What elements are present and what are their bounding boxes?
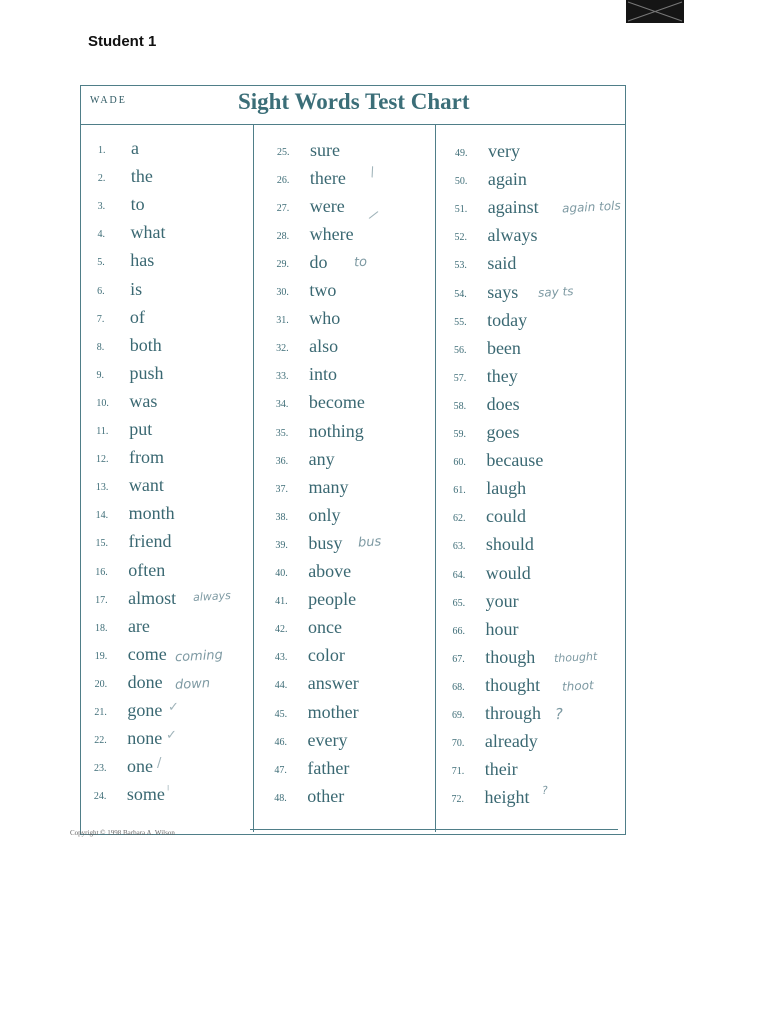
- word-row: [276, 392, 456, 416]
- word-row: [452, 759, 632, 783]
- sight-word: who: [309, 308, 341, 329]
- sight-word: should: [485, 534, 534, 555]
- sight-word: do: [309, 251, 328, 272]
- word-number: 72.: [451, 794, 465, 806]
- word-number: 36.: [275, 455, 289, 467]
- word-number: 26.: [276, 174, 290, 186]
- sight-word: both: [129, 334, 162, 355]
- word-row: [275, 673, 455, 697]
- word-row: [453, 591, 633, 615]
- word-number: 62.: [453, 513, 466, 525]
- word-row: [452, 619, 632, 643]
- word-number: 14.: [95, 510, 109, 522]
- word-row: [94, 728, 274, 752]
- word-row: [96, 419, 276, 443]
- student-label: Student 1: [88, 33, 157, 50]
- word-number: 56.: [453, 344, 467, 356]
- word-row: [275, 617, 455, 641]
- handwritten-note-done: down: [174, 676, 211, 693]
- sight-word: one: [127, 756, 154, 777]
- sight-word: any: [308, 448, 335, 469]
- sight-word: has: [130, 250, 155, 271]
- sight-word: nothing: [308, 420, 364, 441]
- handwritten-note-come: coming: [174, 647, 224, 666]
- word-number: 69.: [452, 710, 465, 721]
- word-row: [276, 308, 456, 332]
- sight-word: could: [486, 506, 527, 527]
- sight-word: none: [127, 728, 163, 749]
- word-number: 16.: [95, 566, 108, 578]
- sight-word: already: [484, 731, 538, 752]
- sight-word: what: [130, 222, 166, 243]
- sight-word: father: [307, 757, 350, 778]
- word-number: 50.: [454, 176, 468, 188]
- word-number: 66.: [452, 625, 465, 637]
- word-row: [276, 364, 456, 388]
- word-number: 34.: [275, 399, 289, 411]
- word-row: [274, 758, 454, 782]
- sight-word: is: [130, 278, 143, 299]
- word-row: [95, 531, 275, 555]
- word-row: [97, 307, 277, 331]
- sight-word: always: [487, 225, 538, 246]
- handwritten-note-do: to: [353, 254, 368, 271]
- word-row: [96, 503, 276, 527]
- sight-word: from: [129, 447, 165, 468]
- word-row: [95, 588, 275, 612]
- sight-word: people: [308, 589, 357, 610]
- word-number: 15.: [95, 538, 108, 550]
- word-row: [275, 702, 455, 726]
- word-number: 32.: [276, 343, 289, 355]
- word-number: 65.: [452, 597, 466, 609]
- handwritten-note-though: thought: [553, 649, 598, 666]
- word-row: [95, 616, 275, 640]
- word-number: 49.: [455, 148, 468, 159]
- word-number: 12.: [96, 454, 109, 466]
- word-row: [275, 561, 455, 585]
- handwritten-note-says: say ts: [537, 284, 574, 300]
- word-row: [453, 563, 633, 587]
- word-number: 35.: [275, 427, 289, 439]
- word-row: [276, 421, 456, 445]
- word-number: 25.: [277, 146, 290, 158]
- word-number: 64.: [452, 569, 466, 581]
- handwritten-note-against: again tols: [561, 198, 622, 216]
- word-number: 68.: [452, 681, 465, 693]
- word-row: [455, 141, 635, 165]
- sight-word: hour: [485, 618, 519, 639]
- word-number: 8.: [96, 341, 105, 353]
- sight-word: are: [127, 615, 150, 636]
- sight-word: answer: [307, 673, 359, 694]
- sight-word: come: [127, 643, 167, 664]
- word-row: [454, 253, 634, 277]
- sight-word: there: [309, 167, 346, 188]
- handwritten-note-height: ?: [541, 783, 549, 798]
- handwritten-note-busy: bus: [357, 534, 382, 551]
- sight-word: two: [309, 280, 337, 300]
- sight-word: says: [487, 281, 519, 302]
- word-number: 1.: [98, 145, 106, 156]
- sight-word: said: [487, 253, 517, 274]
- word-row: [96, 475, 276, 499]
- word-number: 37.: [275, 483, 289, 495]
- word-row: [455, 169, 635, 193]
- word-row: [453, 534, 633, 558]
- sight-word: into: [309, 364, 338, 385]
- word-number: 52.: [454, 232, 468, 244]
- sight-word: thought: [485, 674, 541, 695]
- sight-word: laugh: [486, 478, 527, 499]
- word-row: [97, 279, 277, 303]
- word-number: 48.: [274, 792, 287, 804]
- word-number: 18.: [94, 622, 108, 634]
- handwritten-note-through: ?: [554, 704, 564, 724]
- sight-word: because: [486, 450, 544, 471]
- word-number: 13.: [95, 482, 109, 494]
- word-number: 40.: [275, 568, 288, 579]
- brand-label: WADE: [90, 95, 127, 106]
- sight-word: does: [486, 393, 520, 414]
- handwritten-note-almost: always: [192, 589, 232, 604]
- word-number: 46.: [274, 736, 287, 748]
- word-number: 28.: [276, 230, 290, 242]
- word-row: [277, 168, 457, 192]
- sight-word: mother: [307, 701, 359, 722]
- word-number: 10.: [96, 397, 109, 409]
- word-row: [454, 338, 634, 362]
- sight-word: was: [129, 390, 158, 411]
- sight-word: put: [129, 419, 153, 439]
- sight-word: the: [130, 166, 153, 187]
- sight-word: almost: [128, 587, 177, 608]
- word-number: 6.: [97, 285, 105, 297]
- word-row: [94, 784, 274, 808]
- word-number: 51.: [454, 204, 468, 216]
- sight-word: often: [128, 559, 166, 580]
- sight-word: want: [128, 475, 164, 496]
- word-row: [276, 336, 456, 360]
- word-row: [94, 756, 274, 780]
- word-number: 55.: [454, 316, 467, 328]
- pencil-stroke-there: \: [367, 164, 377, 181]
- word-number: 57.: [453, 372, 467, 384]
- word-number: 22.: [94, 735, 107, 747]
- pencil-stroke-were: /: [367, 208, 380, 223]
- word-row: [97, 222, 277, 246]
- sight-word: they: [486, 365, 518, 386]
- word-row: [275, 645, 455, 669]
- sight-word: done: [127, 671, 163, 692]
- check-mark-gone: ✓: [168, 700, 179, 715]
- sight-word: busy: [308, 532, 343, 553]
- word-number: 71.: [451, 766, 465, 778]
- word-row: [96, 447, 276, 471]
- sight-word: friend: [128, 531, 172, 552]
- check-mark-some: ˡ: [167, 784, 170, 799]
- word-number: 29.: [276, 258, 290, 270]
- word-row: [452, 703, 632, 727]
- sight-word: become: [308, 392, 365, 413]
- sight-word: color: [307, 645, 345, 666]
- word-row: [276, 449, 456, 473]
- word-row: [274, 786, 454, 810]
- copyright-notice: Copyright © 1998 Barbara A. Wilson: [70, 829, 175, 837]
- word-number: 17.: [95, 594, 108, 606]
- word-number: 39.: [275, 539, 288, 551]
- word-number: 20.: [94, 678, 108, 690]
- word-row: [98, 166, 278, 190]
- word-number: 63.: [452, 541, 466, 553]
- word-number: 47.: [274, 764, 287, 776]
- sight-word: month: [128, 503, 175, 524]
- sight-word: gone: [127, 700, 163, 720]
- sight-word: today: [487, 309, 528, 330]
- word-row: [453, 478, 633, 502]
- chart-title: Sight Words Test Chart: [238, 89, 470, 114]
- word-row: [454, 394, 634, 418]
- word-row: [453, 450, 633, 474]
- word-number: 2.: [97, 173, 106, 185]
- word-number: 9.: [96, 369, 105, 381]
- word-number: 58.: [453, 400, 467, 412]
- word-number: 53.: [454, 260, 467, 272]
- word-number: 27.: [276, 202, 290, 214]
- word-row: [97, 335, 277, 359]
- word-number: 43.: [274, 652, 288, 664]
- sight-word: very: [488, 141, 520, 161]
- word-number: 33.: [276, 371, 289, 383]
- sight-word: every: [307, 729, 348, 750]
- word-number: 45.: [274, 708, 288, 720]
- word-number: 38.: [275, 511, 288, 523]
- word-row: [455, 225, 635, 249]
- sight-word: also: [309, 336, 339, 357]
- sight-word: to: [130, 194, 145, 215]
- word-number: 3.: [97, 201, 106, 213]
- word-number: 24.: [93, 791, 107, 803]
- sight-word: their: [484, 759, 518, 780]
- word-number: 19.: [94, 650, 108, 662]
- word-row: [277, 196, 457, 220]
- sight-word: goes: [486, 422, 520, 442]
- word-row: [97, 363, 277, 387]
- word-number: 11.: [96, 426, 109, 437]
- word-row: [97, 250, 277, 274]
- word-number: 30.: [276, 287, 289, 298]
- sight-word: above: [308, 561, 352, 581]
- word-number: 4.: [97, 229, 105, 241]
- word-row: [98, 194, 278, 218]
- word-row: [275, 589, 455, 613]
- word-number: 54.: [454, 288, 467, 300]
- word-row: [275, 505, 455, 529]
- word-number: 23.: [94, 763, 107, 775]
- sight-word: other: [307, 785, 345, 806]
- word-row: [454, 366, 634, 390]
- word-row: [276, 477, 456, 501]
- word-number: 67.: [452, 653, 465, 665]
- word-row: [452, 647, 632, 671]
- word-number: 70.: [451, 738, 465, 750]
- sight-word: of: [129, 306, 145, 327]
- word-number: 44.: [274, 680, 288, 692]
- word-row: [94, 700, 274, 724]
- word-row: [454, 310, 634, 334]
- sight-word: push: [129, 362, 164, 383]
- sight-word: many: [308, 476, 349, 497]
- sight-word: only: [308, 504, 341, 525]
- word-row: [452, 675, 632, 699]
- handwritten-note-thought: thoot: [561, 678, 595, 694]
- word-row: [96, 391, 276, 415]
- word-number: 31.: [276, 315, 289, 327]
- sight-word: been: [486, 337, 521, 358]
- word-number: 61.: [453, 485, 466, 497]
- word-row: [276, 280, 456, 304]
- word-row: [454, 422, 634, 446]
- sight-word: against: [487, 197, 539, 218]
- sight-word: through: [485, 703, 541, 723]
- word-number: 59.: [453, 429, 466, 440]
- word-row: [274, 730, 454, 754]
- word-number: 60.: [453, 457, 466, 469]
- check-mark-one: /: [157, 756, 162, 771]
- sight-word: your: [485, 590, 519, 611]
- word-row: [452, 731, 632, 755]
- word-row: [277, 140, 457, 164]
- word-row: [277, 224, 457, 248]
- check-mark-none: ✓: [166, 728, 177, 743]
- sight-word: though: [485, 646, 536, 667]
- sight-word: sure: [310, 139, 340, 160]
- word-number: 42.: [274, 624, 288, 636]
- word-row: [98, 138, 278, 162]
- sight-word: some: [126, 784, 165, 805]
- word-number: 41.: [275, 596, 288, 608]
- word-number: 21.: [94, 707, 107, 718]
- word-number: 5.: [97, 257, 105, 269]
- sight-word: would: [485, 562, 531, 583]
- sight-word: where: [309, 223, 354, 244]
- sight-word: height: [484, 787, 530, 808]
- word-row: [95, 560, 275, 584]
- word-number: 7.: [96, 313, 105, 325]
- sight-word: again: [487, 169, 527, 190]
- sight-word: were: [309, 195, 345, 216]
- sight-word: a: [131, 138, 139, 158]
- word-row: [453, 506, 633, 530]
- sight-word: once: [307, 617, 342, 638]
